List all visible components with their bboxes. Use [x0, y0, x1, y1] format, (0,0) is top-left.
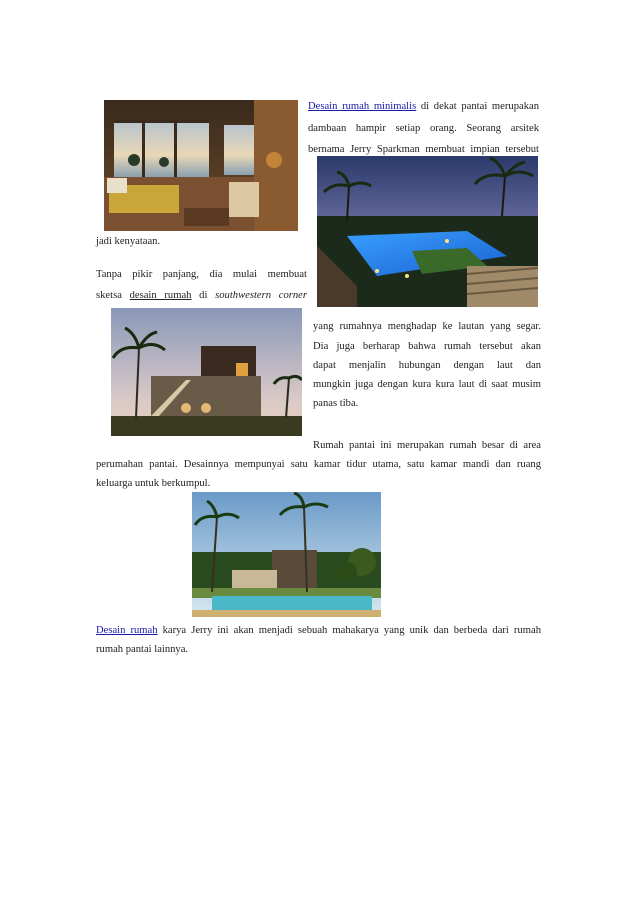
paragraph2-line2 — [96, 286, 307, 305]
paragraph4-line1-rest: karya Jerry ini akan menjadi sebuah mahakarya yang unik dan berbeda dari rumah — [157, 625, 541, 636]
paragraph3-line1: Rumah pantai ini merupakan rumah besar di area — [313, 440, 541, 451]
paragraph2-line3: yang rumahnya menghadap ke lautan yang segar. — [313, 321, 541, 332]
house-with-pool-photo — [192, 492, 381, 617]
desain-rumah-minimalis-link[interactable]: Desain rumah minimalis — [308, 101, 417, 112]
paragraph1-line1 — [308, 97, 539, 116]
house-at-dusk-photo — [111, 308, 302, 436]
paragraph2-line2-mid: di — [191, 290, 216, 301]
paragraph4-line2: rumah pantai lainnya. — [96, 644, 189, 655]
paragraph1-line4: jadi kenyataan. — [96, 236, 161, 247]
paragraph2-line4: Dia juga berharap bahwa rumah tersebut akan — [313, 341, 541, 352]
interior-living-room-photo — [104, 100, 298, 231]
desain-rumah-link-1[interactable]: desain rumah — [129, 290, 192, 301]
paragraph2-line6: mungkin juga dengan kura kura laut di saat musim — [313, 379, 541, 390]
desain-rumah-link-2[interactable]: Desain rumah — [96, 625, 158, 636]
paragraph2-line2-start: sketsa — [96, 290, 130, 301]
paragraph1-line3: bernama Jerry Sparkman membuat impian tersebut — [308, 144, 539, 155]
paragraph3-line2: perumahan pantai. Desainnya mempunyai satu kamar tidur utama, satu kamar mandi dan ruang — [96, 459, 541, 470]
paragraph3-line3: keluarga untuk berkumpul. — [96, 478, 211, 489]
paragraph2-line7: panas tiba. — [313, 398, 359, 409]
paragraph1-line1-rest: di dekat pantai merupakan — [416, 101, 539, 112]
paragraph2-line5: dapat menjalin hubungan dengan laut dan — [313, 360, 541, 371]
paragraph2-line1: Tanpa pikir panjang, dia mulai membuat — [96, 269, 307, 280]
paragraph1-line2: dambaan hampir setiap orang. Seorang arsitek — [308, 123, 539, 134]
paragraph2-line2-italic: southwestern corner — [215, 290, 307, 301]
pool-at-night-photo — [317, 156, 538, 307]
paragraph4-line1 — [96, 621, 541, 640]
